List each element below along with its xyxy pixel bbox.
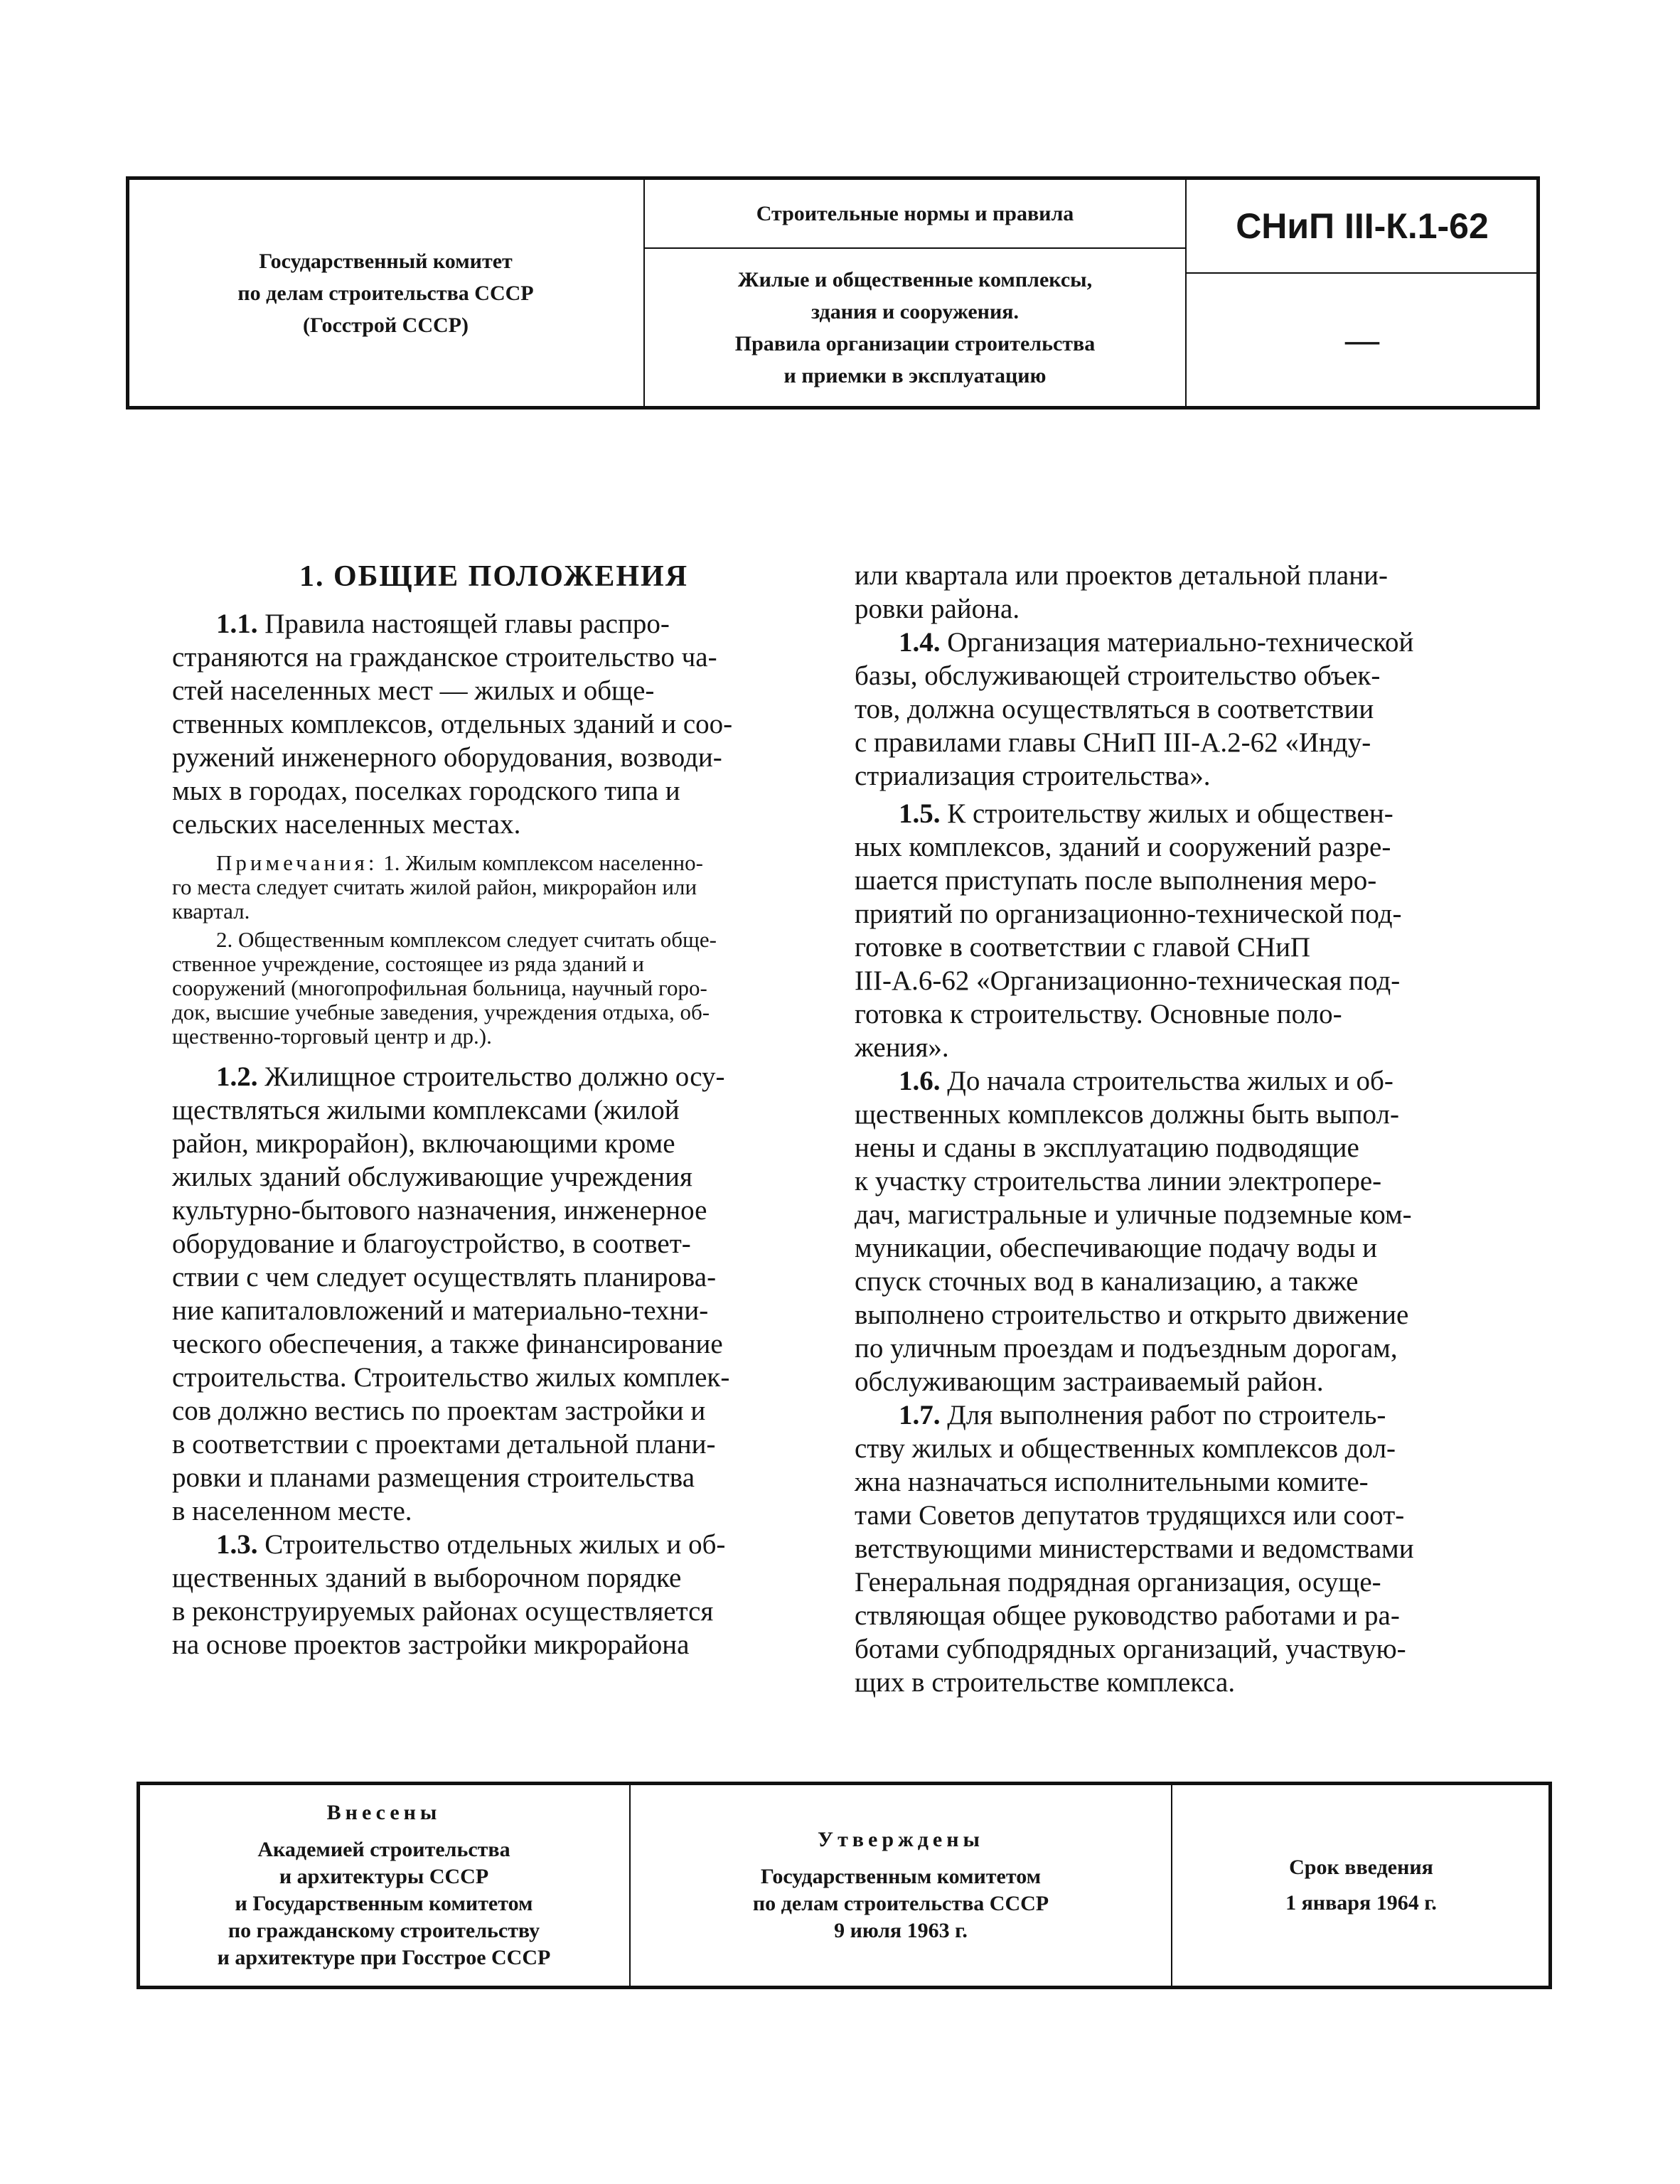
p1-1-number: 1.1. <box>216 609 258 639</box>
p1-6-line <box>855 1064 1509 1098</box>
p1-5-line-3: шается приступать после выполнения меро- <box>855 865 1377 896</box>
issuer-line-2: по делам строительства СССР <box>237 281 534 305</box>
category-label: Строительные нормы и правила <box>756 202 1074 225</box>
text-column-left <box>172 559 815 1661</box>
p1-2-line-4: жилых зданий обслуживающие учреждения <box>172 1162 692 1192</box>
document-code: СНиП III-К.1-62 <box>1236 206 1489 246</box>
issuer-line-1: Государственный комитет <box>259 249 513 273</box>
p1-5-line-6: III-А.6-62 «Организационно-техническая под- <box>855 965 1401 996</box>
note-2-line-4: док, высшие учебные заведения, учреждения отдыха, об- <box>172 1000 710 1024</box>
p1-6-line-9: по уличным проездам и подъездным дорогам, <box>855 1333 1398 1364</box>
note-1-line-2: го места следует считать жилой район, микрорайон или <box>172 874 697 899</box>
p1-5-line-8: жения». <box>855 1032 949 1063</box>
p1-6-line-4: к участку строительства линии электропере- <box>855 1166 1382 1197</box>
p1-2-line-8: ние капиталовложений и материально-техни- <box>172 1295 709 1326</box>
p1-7-line-2: ству жилых и общественных комплексов дол- <box>855 1433 1396 1464</box>
replaces-mark: — <box>1345 321 1379 359</box>
issuer-cell <box>128 180 643 406</box>
p1-4-line-1: Организация материально-технической <box>947 627 1414 658</box>
effective-title: Срок введения <box>1289 1856 1433 1879</box>
p1-5-line-1: К строительству жилых и обществен- <box>947 798 1393 829</box>
replaces-cell <box>1187 274 1538 406</box>
p1-6-line-3: нены и сданы в эксплуатацию подводящие <box>855 1133 1359 1163</box>
issuer-line-3: (Госстрой СССР) <box>303 313 469 337</box>
p1-6-line-1: До начала строительства жилых и об- <box>947 1066 1393 1096</box>
p1-2-line-14: в населенном месте. <box>172 1496 412 1526</box>
paragraph-1-5 <box>855 797 1509 1064</box>
p1-4-number: 1.4. <box>899 627 941 658</box>
p1-3-line-1: Строительство отдельных жилых и об- <box>264 1529 726 1560</box>
effective-date: 1 января 1964 г. <box>1285 1891 1437 1915</box>
note-2-line-5: щественно-торговый центр и др.). <box>172 1024 492 1049</box>
p1-4-line-2: базы, обслуживающей строительство объек- <box>855 660 1381 691</box>
introduced-line-3: и Государственным комитетом <box>235 1892 533 1915</box>
p1-1-line-6: мых в городах, поселках городского типа и <box>172 776 680 806</box>
p1-1-line-3: стей населенных мест — жилых и обще- <box>172 675 655 706</box>
note-1 <box>172 851 815 875</box>
introduced-title: Внесены <box>326 1801 442 1824</box>
note-1-line-1: 1. Жилым комплексом населенно- <box>383 850 703 875</box>
approved-title: Утверждены <box>818 1828 984 1851</box>
p1-7-line-5: ветствующими министерствами и ведомствами <box>855 1533 1414 1564</box>
p1-5-line-5: готовке в соответствии с главой СНиП <box>855 932 1311 963</box>
p1-3-line-2: щественных зданий в выборочном порядке <box>172 1563 682 1593</box>
code-cell <box>1187 180 1538 272</box>
p1-3-line-3: в реконструируемых районах осуществляется <box>172 1596 714 1627</box>
p1-2-line-7: ствии с чем следует осуществлять планирова- <box>172 1262 717 1292</box>
subject-line-1: Жилые и общественные комплексы, <box>737 267 1093 291</box>
subject-line-2: здания и сооружения. <box>811 299 1019 323</box>
introduced-line-4: по гражданскому строительству <box>228 1919 540 1942</box>
p1-1-line <box>172 607 815 641</box>
p1-2-line-9: ческого обеспечения, а также финансирование <box>172 1329 723 1359</box>
introduced-cell <box>139 1785 629 1986</box>
p1-4-line-5: стриализация строительства». <box>855 761 1211 791</box>
p1-4-line-3: тов, должна осуществляться в соответствии <box>855 694 1374 724</box>
paragraph-1-4 <box>855 626 1509 793</box>
footer-block <box>139 1782 1550 1989</box>
p1-7-line-7: ствляющая общее руководство работами и ра- <box>855 1600 1400 1631</box>
p1-6-number: 1.6. <box>899 1066 941 1096</box>
notes-label: Примечания: <box>216 850 378 875</box>
paragraph-1-3-continued <box>855 559 1509 626</box>
p1-1-line-2: страняются на гражданское строительство ча- <box>172 642 717 673</box>
note-2-line-2: ственное учреждение, состоящее из ряда зданий и <box>172 951 645 976</box>
p1-3-cont-line-2: ровки района. <box>855 594 1020 624</box>
p1-7-line-3: жна назначаться исполнительными комите- <box>855 1467 1369 1497</box>
p1-7-line-1: Для выполнения работ по строитель- <box>947 1400 1386 1430</box>
paragraph-1-3 <box>172 1528 815 1661</box>
category-cell <box>645 180 1185 247</box>
p1-1-line-4: ственных комплексов, отдельных зданий и соо- <box>172 709 733 739</box>
approved-line-3: 9 июля 1963 г. <box>834 1919 968 1942</box>
notes-block <box>172 851 815 1049</box>
p1-5-line <box>855 797 1509 830</box>
p1-2-line-3: район, микрорайон), включающими кроме <box>172 1128 675 1159</box>
subject-line-4: и приемки в эксплуатацию <box>783 363 1047 387</box>
p1-1-line-7: сельских населенных местах. <box>172 809 521 840</box>
p1-3-line-4: на основе проектов застройки микрорайона <box>172 1629 690 1660</box>
p1-1-line-1: Правила настоящей главы распро- <box>264 609 670 639</box>
note-1-line-3: квартал. <box>172 899 250 924</box>
p1-2-line-2: ществляться жилыми комплексами (жилой <box>172 1095 680 1125</box>
p1-6-line-7: спуск сточных вод в канализацию, а также <box>855 1266 1359 1297</box>
p1-1-line-5: ружений инженерного оборудования, возводи- <box>172 742 722 773</box>
p1-2-line <box>172 1060 815 1093</box>
subject-cell <box>645 249 1185 406</box>
p1-3-line <box>172 1528 815 1561</box>
p1-5-line-4: приятий по организационно-технической под- <box>855 899 1402 929</box>
p1-7-line-4: тами Советов депутатов трудящихся или соот- <box>855 1500 1405 1531</box>
p1-6-line-8: выполнено строительство и открыто движение <box>855 1300 1409 1330</box>
paragraph-1-6 <box>855 1064 1509 1398</box>
p1-6-line-2: щественных комплексов должны быть выпол- <box>855 1099 1399 1130</box>
p1-7-number: 1.7. <box>899 1400 941 1430</box>
paragraph-1-1 <box>172 607 815 841</box>
p1-6-line-5: дач, магистральные и уличные подземные ком- <box>855 1199 1412 1230</box>
note-2-line-3: сооружений (многопрофильная больница, научный горо- <box>172 975 707 1000</box>
subject-line-3: Правила организации строительства <box>734 331 1096 355</box>
p1-4-line-4: с правилами главы СНиП III-А.2-62 «Инду- <box>855 727 1371 758</box>
p1-2-line-11: сов должно вестись по проектам застройки и <box>172 1396 706 1426</box>
paragraph-1-2 <box>172 1060 815 1528</box>
section-title: 1. ОБЩИЕ ПОЛОЖЕНИЯ <box>299 560 689 593</box>
p1-2-line-6: оборудование и благоустройство, в соответ- <box>172 1228 691 1259</box>
p1-7-line-9: щих в строительстве комплекса. <box>855 1667 1236 1698</box>
p1-3-number: 1.3. <box>216 1529 258 1560</box>
note-2-line-1: 2. Общественным комплексом следует считать обще- <box>216 927 717 952</box>
p1-6-line-10: обслуживающим застраиваемый район. <box>855 1366 1324 1397</box>
p1-7-line-8: ботами субподрядных организаций, участвую- <box>855 1634 1406 1664</box>
p1-5-line-2: ных комплексов, зданий и сооружений разре- <box>855 832 1391 862</box>
effective-cell <box>1172 1785 1550 1986</box>
paragraph-1-7 <box>855 1398 1509 1699</box>
approved-cell <box>631 1785 1171 1986</box>
approved-line-2: по делам строительства СССР <box>752 1892 1049 1915</box>
p1-7-line-6: Генеральная подрядная организация, осуще- <box>855 1567 1381 1597</box>
p1-7-line <box>855 1398 1509 1432</box>
p1-2-line-13: ровки и планами размещения строительства <box>172 1462 695 1493</box>
p1-2-line-10: строительства. Строительство жилых комплек- <box>172 1362 730 1393</box>
p1-3-cont-line-1: или квартала или проектов детальной плани- <box>855 560 1388 591</box>
text-column-right <box>855 559 1509 1699</box>
p1-2-line-5: культурно-бытового назначения, инженерное <box>172 1195 707 1226</box>
p1-6-line-6: муникации, обеспечивающие подачу воды и <box>855 1233 1378 1263</box>
p1-5-line-7: готовка к строительству. Основные поло- <box>855 999 1342 1029</box>
p1-4-line <box>855 626 1509 659</box>
p1-5-number: 1.5. <box>899 798 941 829</box>
introduced-line-5: и архитектуре при Госстрое СССР <box>217 1946 551 1969</box>
approved-line-1: Государственным комитетом <box>760 1865 1042 1888</box>
introduced-line-1: Академией строительства <box>257 1838 510 1861</box>
p1-2-line-12: в соответствии с проектами детальной плани- <box>172 1429 716 1460</box>
p1-2-line-1: Жилищное строительство должно осу- <box>264 1061 725 1092</box>
p1-2-number: 1.2. <box>216 1061 258 1092</box>
header-block <box>128 176 1538 410</box>
introduced-line-2: и архитектуры СССР <box>279 1865 489 1888</box>
